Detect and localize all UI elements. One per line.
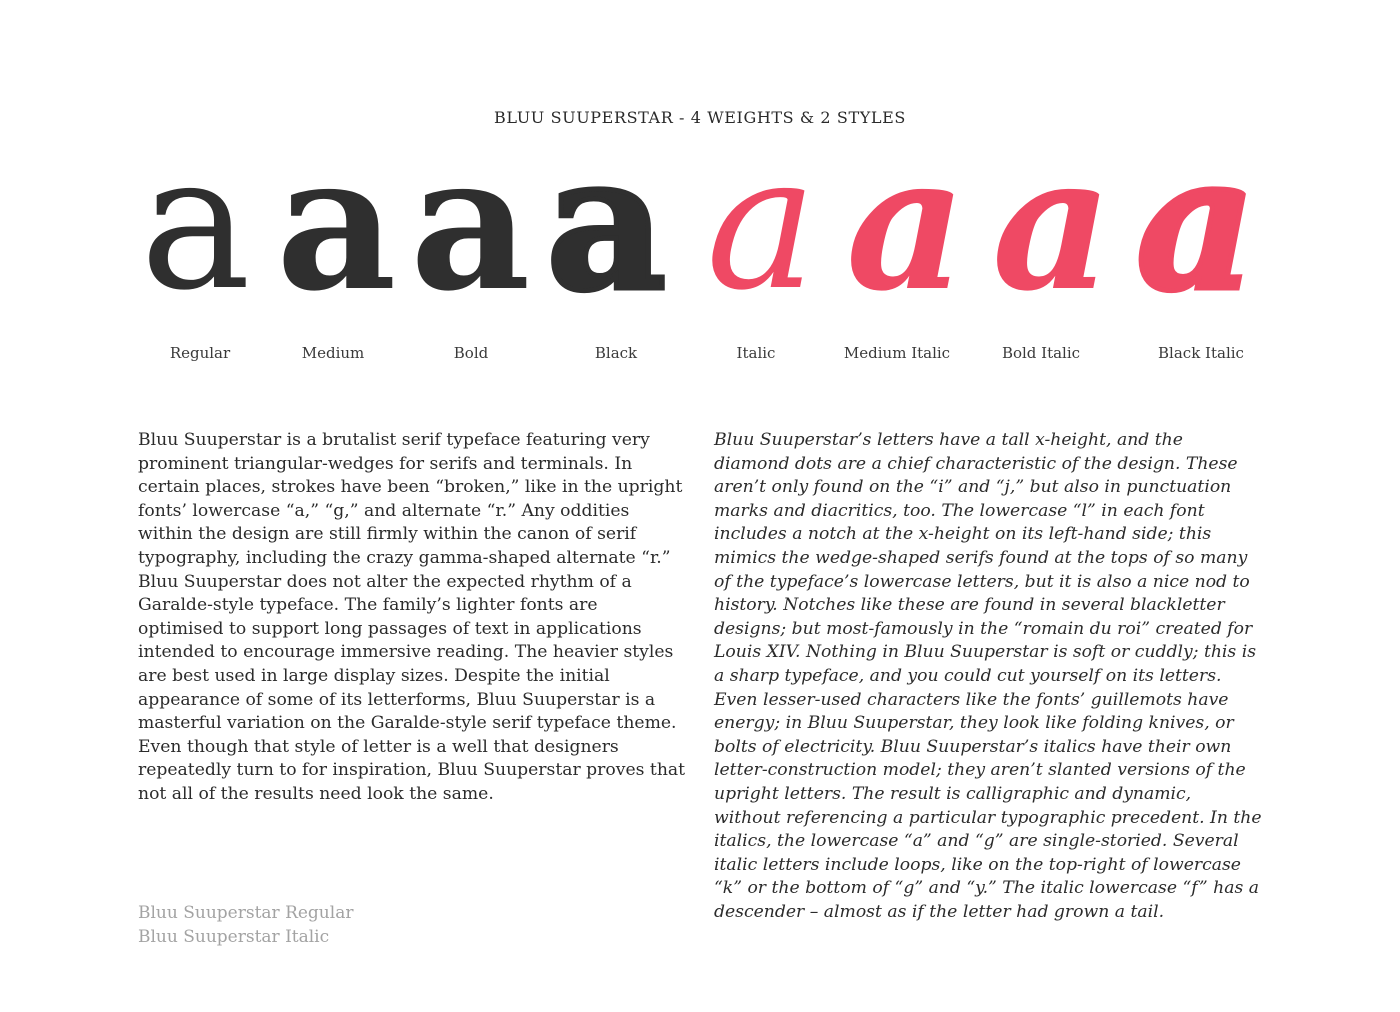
glyph-medium-italic [846,113,967,332]
glyph-medium [276,113,397,332]
glyph-regular [140,114,251,331]
label-black-italic: Black Italic [1158,344,1244,362]
glyph-black-italic [1136,113,1257,332]
label-medium: Medium [301,344,365,362]
glyph-italic [706,114,817,331]
glyph-black-italic-char: a [1136,113,1257,332]
glyph-bold-italic [992,113,1113,332]
label-regular: Regular [169,344,231,362]
glyph-bold-char: a [410,113,531,332]
glyph-bold-italic-char: a [992,113,1113,332]
glyph-black-char: a [546,113,667,332]
page-title: BLUU SUUPERSTAR - 4 WEIGHTS & 2 STYLES [494,108,906,127]
caption-regular: Bluu Suuperstar Regular [138,903,354,923]
glyph-medium-char: a [276,113,397,332]
glyph-medium-italic-char: a [846,113,967,332]
label-italic: Italic [736,344,776,362]
body-text-italic [714,429,1262,924]
body-paragraph-italic: Bluu Suuperstar’s letters have a tall x-height, and the diamond dots are a chief characteristic of the design. These aren’t only found on the “i” and “j,” but also in punctuation marks and diacritics, too. The lowercase “l” in each font includes a notch at the x-height on its left-hand side; this mimics the wedge-shaped serifs found at the tops of so many of the typeface’s lowercase letters, but it is also a nice nod to history. Notches like these are found in several blackletter designs; but most-famously in the “romain du roi” created for Louis XIV. Nothing in Bluu Suuperstar is soft or cuddly; this is a sharp typeface, and you could cut yourself on its letters. Even lesser-used characters like the fonts’ guillemots have energy; in Bluu Suuperstar, they look like folding knives, or bolts of electricity. Bluu Suuperstar’s italics have their own letter-construction model; they aren’t slanted versions of the upright letters. The result is calligraphic and dynamic, without referencing a particular typographic precedent. In the italics, the lowercase “a” and “g” are single-storied. Several italic letters include loops, like on the top-right of lowercase “k” or the bottom of “g” and “y.” The italic lowercase “f” has a descender – almost as if the letter had grown a tail. [714,430,1262,922]
glyph-bold [410,113,531,332]
label-bold: Bold [453,344,489,362]
glyph-regular-char: a [140,114,251,331]
glyph-black [546,113,667,332]
label-medium-italic: Medium Italic [843,344,951,362]
label-bold-italic: Bold Italic [1001,344,1081,362]
caption-italic: Bluu Suuperstar Italic [138,926,330,947]
label-black: Black [594,344,638,362]
caption-block [138,902,353,949]
body-text-regular [138,429,686,807]
body-paragraph-regular: Bluu Suuperstar is a brutalist serif typeface featuring very prominent triangular-wedges for serifs and terminals. In certain places, strokes have been “broken,” like in the upright fonts’ lowercase “a,” “g,” and alternate “r.” Any oddities within the design are still firmly within the canon of serif typography, including the crazy gamma-shaped alternate “r.” Bluu Suuperstar does not alter the expected rhythm of a Garalde-style typeface. The family’s lighter fonts are optimised to support long passages of text in applications intended to encourage immersive reading. The heavier styles are best used in large display sizes. Despite the initial appearance of some of its letterforms, Bluu Suuperstar is a masterful variation on the Garalde-style serif typeface theme. Even though that style of letter is a well that designers repeatedly turn to for inspiration, Bluu Suuperstar proves that not all of the results need look the same. [138,430,686,804]
glyph-italic-char: a [706,114,817,331]
